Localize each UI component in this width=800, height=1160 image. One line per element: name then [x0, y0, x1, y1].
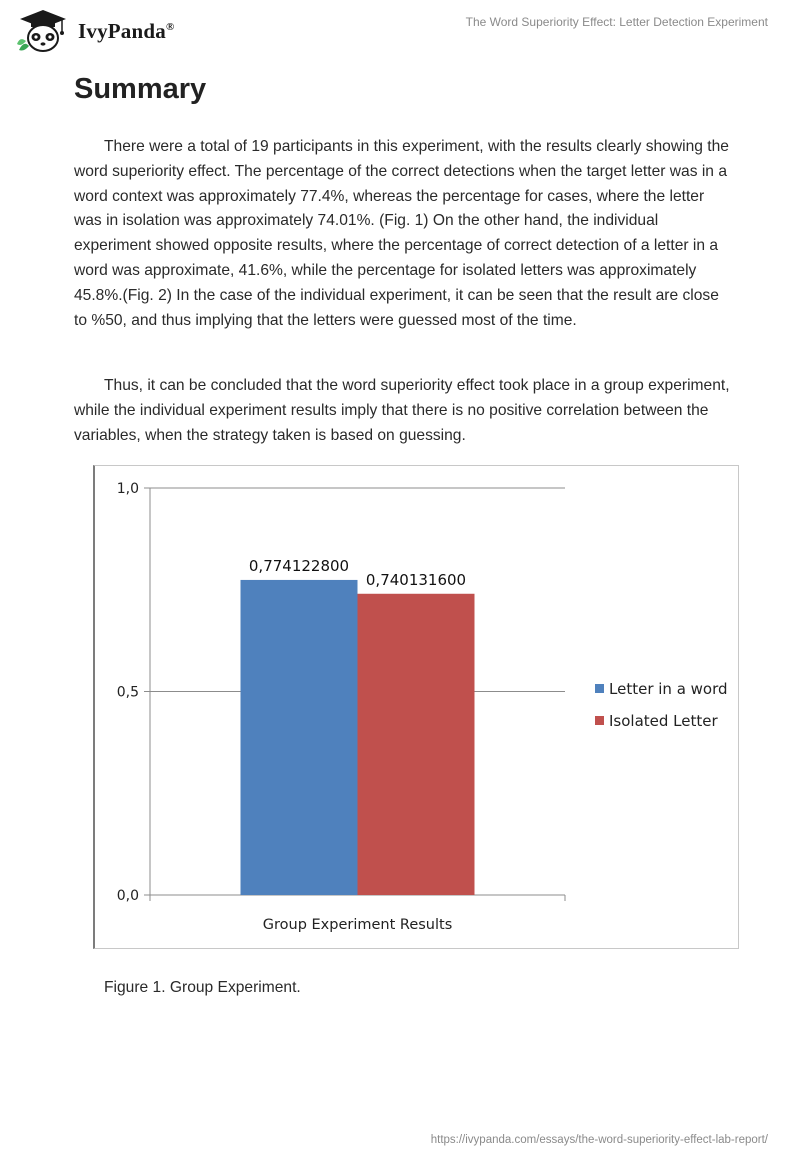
y-tick-label: 0,0 — [116, 888, 139, 904]
paragraph-2: Thus, it can be concluded that the word superiority effect took place in a group experiment, while the individual experiment results imply that there is no positive correlation between the variables, when the strategy taken is based on guessing. — [74, 377, 730, 444]
page-header — [0, 0, 800, 60]
data-label: 0,740131600 — [365, 570, 467, 589]
paragraph-1: There were a total of 19 participants in this experiment, with the results clearly showing the word superiority effect. The percentage of the correct detections when the target letter was in a word context was approximately 77.4%, whereas the percentage for cases, where the letter was in isolation was approximately 74.01%. (Fig. 1) On the other hand, the individual experiment showed opposite results, where the percentage of correct detection of a letter in a word was approximate, 41.6%, while the percentage for isolated letters was approximately 45.8%.(Fig. 2) In the case of the individual experiment, it can be seen that the result are close to %50, and thus implying that the letters were guessed most of the time. — [74, 138, 729, 329]
legend-swatch — [595, 684, 604, 693]
figure-caption: Figure 1. Group Experiment. — [104, 979, 301, 996]
bar-letter-in-a-word — [241, 580, 358, 895]
x-axis-label: Group Experiment Results — [262, 917, 453, 933]
data-label: 0,774122800 — [248, 556, 350, 575]
brand-name: IvyPanda® — [78, 18, 175, 43]
document-title: The Word Superiority Effect: Letter Detection Experiment — [465, 15, 768, 29]
panda-graduate-icon — [14, 8, 72, 54]
source-url[interactable]: https://ivypanda.com/essays/the-word-superiority-effect-lab-report/ — [430, 1134, 768, 1146]
legend-label: Letter in a word — [609, 680, 728, 698]
bar-chart — [95, 466, 741, 950]
figure-1-chart — [93, 465, 739, 949]
legend-label: Isolated Letter — [609, 712, 718, 730]
bar-isolated-letter — [358, 594, 475, 895]
y-tick-label: 0,5 — [116, 684, 139, 701]
legend-swatch — [595, 716, 604, 725]
y-tick-label: 1,0 — [116, 481, 139, 497]
ivypanda-logo[interactable] — [14, 8, 174, 54]
section-title: Summary — [74, 73, 207, 105]
